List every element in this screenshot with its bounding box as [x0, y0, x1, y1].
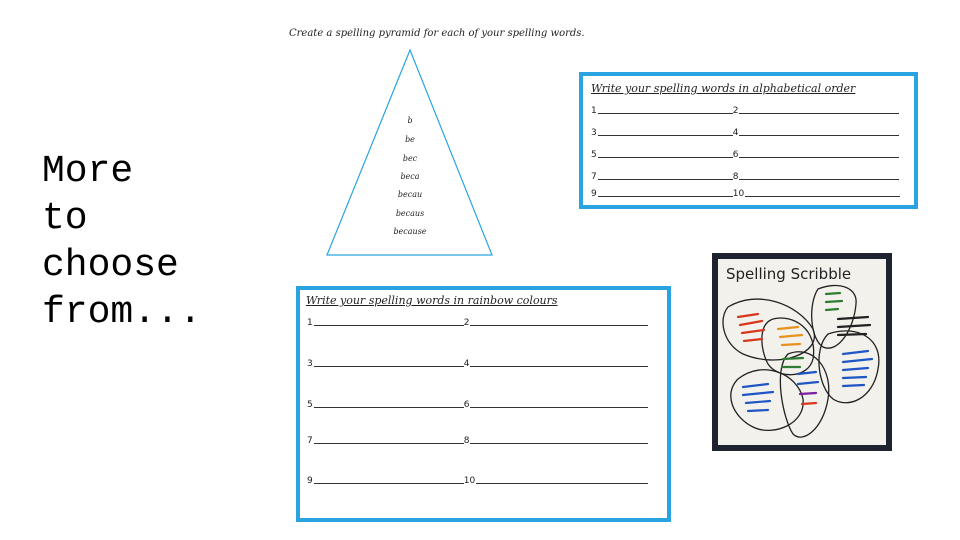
line-number: 6: [463, 400, 470, 410]
answer-line: [591, 106, 899, 116]
rainbow-worksheet: [296, 286, 671, 522]
line-number: 7: [591, 172, 597, 182]
line-number: 6: [732, 150, 739, 160]
line-number: 10: [732, 189, 745, 199]
answer-line: [591, 189, 900, 199]
rainbow-heading: Write your spelling words in rainbow colours: [306, 294, 558, 307]
answer-line: [591, 150, 899, 160]
alphabetical-heading: Write your spelling words in alphabetical order: [591, 82, 856, 95]
answer-line: [307, 359, 648, 369]
pyramid-word: b: [407, 116, 413, 125]
pyramid-word: becau: [397, 190, 423, 199]
answer-line: [307, 436, 648, 446]
pyramid-word: bec: [402, 154, 418, 163]
line-number: 4: [463, 359, 470, 369]
line-number: 4: [732, 128, 739, 138]
answer-line: [307, 476, 648, 486]
scribble-paper: [718, 259, 886, 445]
pyramid-heading: Create a spelling pyramid for each of your spelling words.: [289, 28, 585, 39]
line-number: 7: [307, 436, 313, 446]
pyramid-word: becaus: [395, 209, 425, 218]
answer-line: [307, 318, 648, 328]
scribble-title: Spelling Scribble: [726, 265, 852, 283]
line-number: 2: [732, 106, 739, 116]
slide-title: More to choose from...: [42, 150, 202, 334]
answer-line: [591, 172, 899, 182]
answer-line: [591, 128, 899, 138]
pyramid-word: beca: [400, 172, 420, 181]
line-number: 5: [307, 400, 313, 410]
line-number: 3: [591, 128, 597, 138]
line-number: 8: [732, 172, 739, 182]
pyramid-word: because: [393, 227, 427, 236]
answer-line: [307, 400, 648, 410]
line-number: 3: [307, 359, 313, 369]
line-number: 5: [591, 150, 597, 160]
alphabetical-worksheet: [579, 72, 918, 209]
spelling-scribble-photo: [712, 253, 892, 451]
line-number: 9: [307, 476, 313, 486]
line-number: 8: [463, 436, 470, 446]
pyramid-word: be: [405, 135, 415, 144]
line-number: 9: [591, 189, 597, 199]
line-number: 1: [307, 318, 313, 328]
line-number: 10: [463, 476, 476, 486]
scribble-drawing: [718, 259, 886, 445]
line-number: 1: [591, 106, 597, 116]
line-number: 2: [463, 318, 470, 328]
